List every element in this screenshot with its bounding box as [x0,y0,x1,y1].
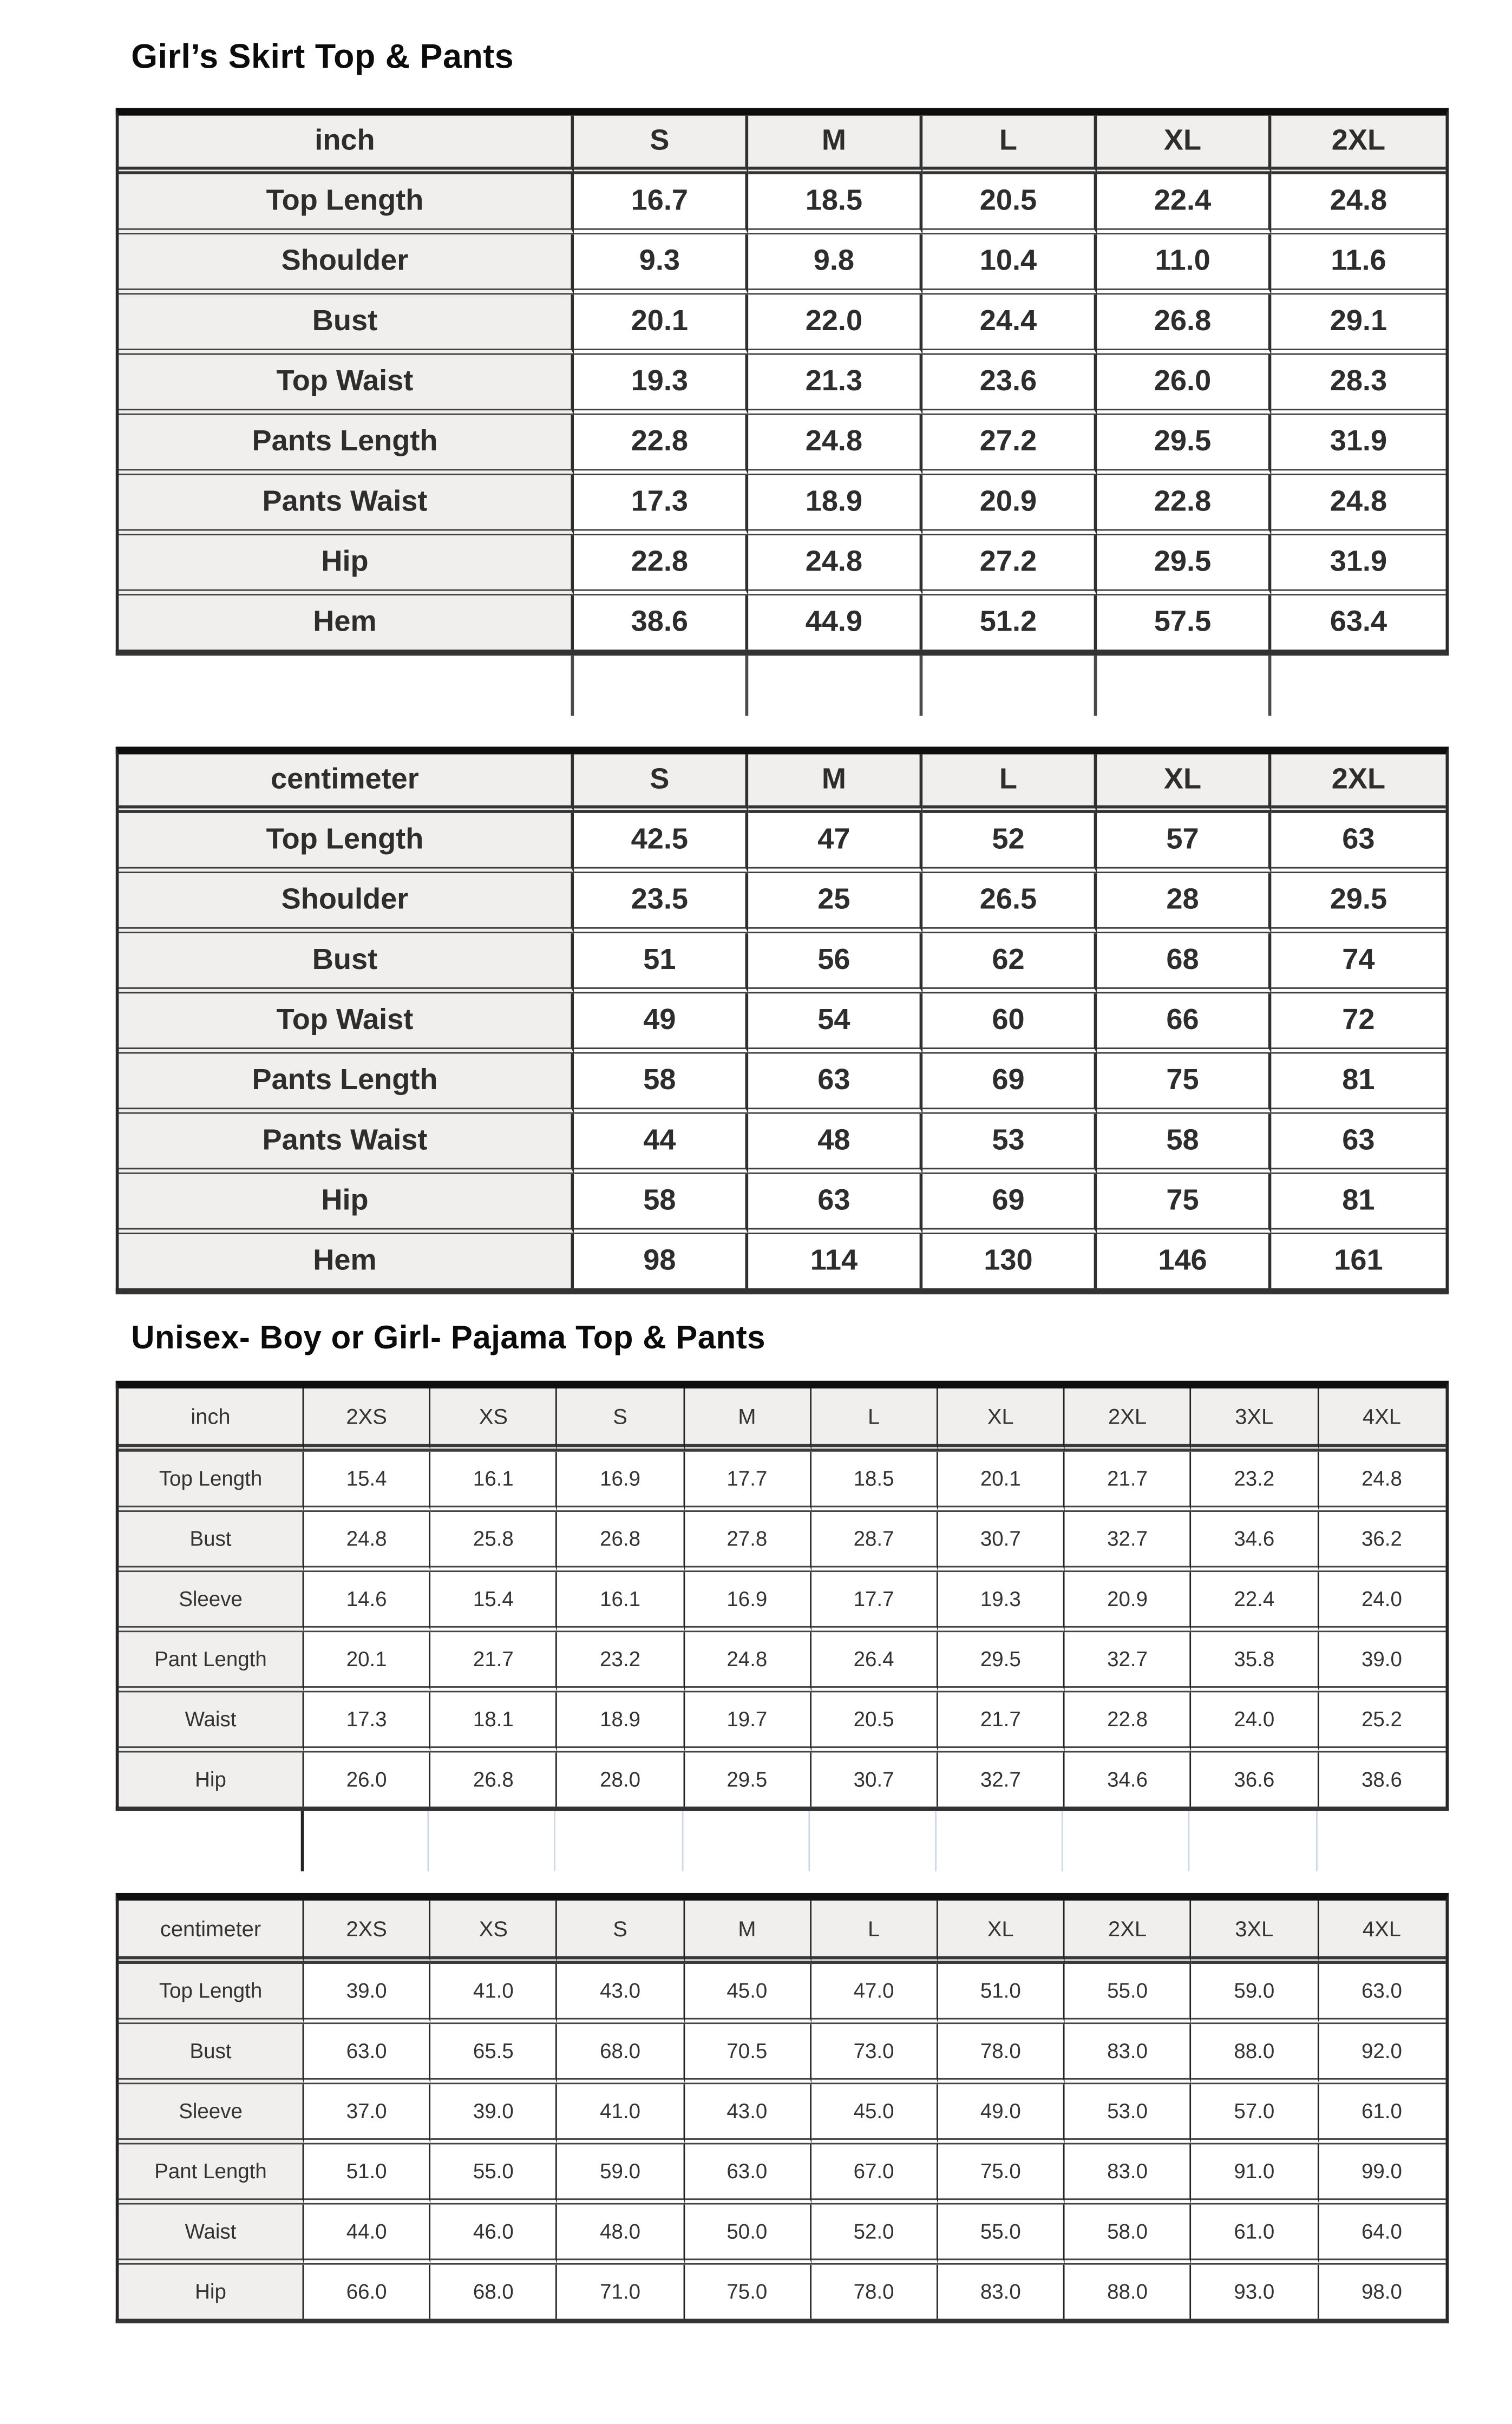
measurement-value: 59.0 [558,2144,684,2204]
measurement-row [119,993,1445,1053]
table-gap-row [116,656,1443,716]
measurement-value: 24.8 [1271,174,1445,234]
measurement-value: 93.0 [1192,2265,1318,2319]
measurement-value: 81 [1271,1174,1445,1234]
measurement-row [119,813,1445,873]
measurement-value: 68.0 [558,2024,684,2084]
unit-header-cell: inch [119,116,574,174]
measurement-value: 26.5 [922,873,1097,933]
measurement-value: 26.8 [1097,294,1271,355]
measurement-value: 44.9 [748,595,922,650]
measurement-value: 64.0 [1318,2205,1445,2265]
measurement-value: 83.0 [938,2265,1065,2319]
measurement-value: 58 [1097,1114,1271,1174]
measurement-value: 19.7 [684,1692,811,1752]
measurement-value: 29.5 [938,1632,1065,1692]
measurement-value: 18.1 [431,1692,558,1752]
measurement-value: 16.9 [558,1452,684,1512]
measurement-value: 75 [1097,1054,1271,1114]
measurement-value: 24.4 [922,294,1097,355]
measurement-value: 39.0 [431,2084,558,2144]
measurement-value: 24.0 [1192,1692,1318,1752]
measurement-value: 62 [922,933,1097,993]
measurement-value: 17.7 [811,1572,938,1632]
measurement-value: 19.3 [938,1572,1065,1632]
measurement-label: Pant Length [119,2144,304,2204]
measurement-row [119,2084,1445,2144]
measurement-value: 63.4 [1271,595,1445,650]
measurement-value: 57 [1097,813,1271,873]
unisex-pajama-centimeter-table [116,1893,1449,2323]
measurement-value: 58.0 [1065,2205,1192,2265]
measurement-value: 28 [1097,873,1271,933]
measurement-value: 63 [748,1054,922,1114]
size-header-cell: 2XS [304,1901,430,1964]
measurement-value: 98 [574,1234,748,1288]
measurement-value: 45.0 [684,1964,811,2024]
measurement-value: 75 [1097,1174,1271,1234]
measurement-value: 26.4 [811,1632,938,1692]
measurement-value: 39.0 [1318,1632,1445,1692]
measurement-value: 11.0 [1097,234,1271,294]
unit-header-cell: centimeter [119,1901,304,1964]
measurement-value: 16.7 [574,174,748,234]
size-header-cell: XS [431,1388,558,1452]
measurement-value: 24.0 [1318,1572,1445,1632]
measurement-value: 56 [748,933,922,993]
measurement-value: 51.0 [304,2144,430,2204]
measurement-value: 41.0 [558,2084,684,2144]
measurement-value: 18.5 [811,1452,938,1512]
measurement-value: 55.0 [1065,1964,1192,2024]
measurement-value: 22.8 [574,535,748,595]
section-title-girls-skirt: Girl’s Skirt Top & Pants [131,37,514,76]
size-header-cell: L [811,1901,938,1964]
unit-header-cell: inch [119,1388,304,1452]
measurement-value: 20.9 [922,475,1097,535]
measurement-label: Pants Waist [119,1114,574,1174]
measurement-value: 72 [1271,993,1445,1053]
size-header-cell: M [684,1388,811,1452]
measurement-value: 27.2 [922,535,1097,595]
measurement-value: 61.0 [1192,2205,1318,2265]
unisex-pajama-inch-table [116,1381,1449,1811]
measurement-value: 24.8 [748,415,922,475]
table-gap-row [116,1811,1443,1871]
measurement-value: 63 [1271,1114,1445,1174]
measurement-value: 25.2 [1318,1692,1445,1752]
measurement-label: Hip [119,535,574,595]
measurement-value: 18.5 [748,174,922,234]
measurement-row [119,1114,1445,1174]
measurement-label: Hip [119,1753,304,1807]
measurement-row [119,234,1445,294]
measurement-value: 11.6 [1271,234,1445,294]
measurement-value: 78.0 [811,2265,938,2319]
measurement-value: 16.1 [558,1572,684,1632]
measurement-row [119,2265,1445,2319]
size-header-cell: S [558,1388,684,1452]
measurement-value: 23.6 [922,355,1097,415]
measurement-row [119,1632,1445,1692]
measurement-row [119,595,1445,650]
measurement-value: 32.7 [1065,1512,1192,1572]
measurement-value: 29.5 [1097,535,1271,595]
measurement-label: Hip [119,2265,304,2319]
measurement-label: Top Waist [119,355,574,415]
measurement-label: Sleeve [119,2084,304,2144]
size-header-cell: 2XL [1271,755,1445,813]
measurement-value: 68.0 [431,2265,558,2319]
measurement-value: 29.5 [1097,415,1271,475]
measurement-value: 55.0 [938,2205,1065,2265]
measurement-row [119,2205,1445,2265]
measurement-label: Hem [119,595,574,650]
size-header-cell: 2XS [304,1388,430,1452]
measurement-value: 15.4 [431,1572,558,1632]
measurement-value: 32.7 [938,1753,1065,1807]
size-header-cell: 4XL [1318,1388,1445,1452]
measurement-value: 52.0 [811,2205,938,2265]
measurement-row [119,2024,1445,2084]
size-header-cell: M [748,116,922,174]
measurement-value: 38.6 [1318,1753,1445,1807]
measurement-value: 22.8 [1097,475,1271,535]
measurement-value: 35.8 [1192,1632,1318,1692]
measurement-value: 91.0 [1192,2144,1318,2204]
measurement-value: 51 [574,933,748,993]
measurement-value: 49 [574,993,748,1053]
measurement-value: 28.3 [1271,355,1445,415]
measurement-value: 26.0 [304,1753,430,1807]
measurement-value: 22.8 [1065,1692,1192,1752]
measurement-value: 47.0 [811,1964,938,2024]
measurement-value: 50.0 [684,2205,811,2265]
measurement-value: 75.0 [938,2144,1065,2204]
measurement-value: 63.0 [1318,1964,1445,2024]
measurement-value: 75.0 [684,2265,811,2319]
measurement-value: 23.2 [558,1632,684,1692]
size-header-cell: S [574,116,748,174]
measurement-label: Shoulder [119,873,574,933]
measurement-value: 27.8 [684,1512,811,1572]
measurement-value: 146 [1097,1234,1271,1288]
measurement-value: 20.1 [574,294,748,355]
measurement-row [119,1452,1445,1512]
measurement-value: 24.8 [684,1632,811,1692]
measurement-value: 9.8 [748,234,922,294]
measurement-value: 24.8 [748,535,922,595]
size-header-cell: XL [1097,755,1271,813]
measurement-value: 44.0 [304,2205,430,2265]
measurement-value: 52 [922,813,1097,873]
measurement-value: 53 [922,1114,1097,1174]
measurement-value: 83.0 [1065,2144,1192,2204]
measurement-value: 29.5 [684,1753,811,1807]
measurement-value: 28.7 [811,1512,938,1572]
measurement-value: 17.3 [304,1692,430,1752]
measurement-value: 24.8 [1318,1452,1445,1512]
measurement-value: 48.0 [558,2205,684,2265]
measurement-label: Top Length [119,1964,304,2024]
measurement-label: Sleeve [119,1572,304,1632]
measurement-value: 37.0 [304,2084,430,2144]
girls-skirt-inch-table [116,108,1449,656]
measurement-value: 63 [1271,813,1445,873]
measurement-value: 16.1 [431,1452,558,1512]
measurement-value: 30.7 [938,1512,1065,1572]
measurement-value: 22.8 [574,415,748,475]
measurement-value: 22.0 [748,294,922,355]
section-title-unisex-pajama: Unisex- Boy or Girl- Pajama Top & Pants [131,1320,766,1357]
measurement-label: Bust [119,933,574,993]
unit-header-cell: centimeter [119,755,574,813]
measurement-value: 29.1 [1271,294,1445,355]
size-header-cell: L [811,1388,938,1452]
measurement-value: 18.9 [558,1692,684,1752]
measurement-value: 15.4 [304,1452,430,1512]
measurement-label: Top Waist [119,993,574,1053]
measurement-value: 26.0 [1097,355,1271,415]
measurement-row [119,355,1445,415]
measurement-row [119,1572,1445,1632]
measurement-row [119,294,1445,355]
size-header-cell: M [748,755,922,813]
measurement-value: 22.4 [1097,174,1271,234]
size-header-cell: S [574,755,748,813]
measurement-value: 74 [1271,933,1445,993]
measurement-value: 27.2 [922,415,1097,475]
size-header-row [119,755,1445,813]
measurement-value: 32.7 [1065,1632,1192,1692]
measurement-value: 73.0 [811,2024,938,2084]
measurement-row [119,933,1445,993]
measurement-row [119,1692,1445,1752]
size-header-cell: XL [938,1901,1065,1964]
size-header-cell: XS [431,1901,558,1964]
measurement-value: 24.8 [1271,475,1445,535]
measurement-label: Pant Length [119,1632,304,1692]
measurement-value: 34.6 [1192,1512,1318,1572]
size-header-cell: 2XL [1271,116,1445,174]
size-header-cell: S [558,1901,684,1964]
measurement-value: 31.9 [1271,535,1445,595]
measurement-label: Pants Waist [119,475,574,535]
size-header-cell: L [922,755,1097,813]
measurement-value: 23.5 [574,873,748,933]
measurement-value: 69 [922,1174,1097,1234]
measurement-value: 88.0 [1192,2024,1318,2084]
measurement-value: 19.3 [574,355,748,415]
measurement-row [119,415,1445,475]
measurement-row [119,1234,1445,1288]
measurement-label: Pants Length [119,415,574,475]
measurement-value: 25 [748,873,922,933]
measurement-row [119,2144,1445,2204]
size-header-row [119,1388,1445,1452]
measurement-value: 58 [574,1174,748,1234]
measurement-value: 55.0 [431,2144,558,2204]
measurement-value: 23.2 [1192,1452,1318,1512]
measurement-value: 25.8 [431,1512,558,1572]
measurement-value: 39.0 [304,1964,430,2024]
measurement-value: 45.0 [811,2084,938,2144]
measurement-value: 28.0 [558,1753,684,1807]
measurement-value: 60 [922,993,1097,1053]
measurement-value: 43.0 [558,1964,684,2024]
size-header-cell: M [684,1901,811,1964]
measurement-value: 34.6 [1065,1753,1192,1807]
measurement-value: 161 [1271,1234,1445,1288]
measurement-value: 20.1 [938,1452,1065,1512]
measurement-label: Pants Length [119,1054,574,1114]
measurement-row [119,873,1445,933]
measurement-value: 36.2 [1318,1512,1445,1572]
measurement-label: Hip [119,1174,574,1234]
measurement-value: 38.6 [574,595,748,650]
measurement-value: 30.7 [811,1753,938,1807]
size-header-row [119,116,1445,174]
gap-row [116,656,1443,716]
measurement-value: 83.0 [1065,2024,1192,2084]
size-header-row [119,1901,1445,1964]
measurement-value: 57.0 [1192,2084,1318,2144]
measurement-value: 14.6 [304,1572,430,1632]
measurement-value: 18.9 [748,475,922,535]
measurement-row [119,1964,1445,2024]
measurement-value: 54 [748,993,922,1053]
measurement-row [119,1753,1445,1807]
measurement-value: 51.0 [938,1964,1065,2024]
measurement-value: 67.0 [811,2144,938,2204]
size-header-cell: XL [938,1388,1065,1452]
measurement-value: 130 [922,1234,1097,1288]
measurement-value: 46.0 [431,2205,558,2265]
measurement-value: 92.0 [1318,2024,1445,2084]
measurement-value: 66.0 [304,2265,430,2319]
measurement-value: 78.0 [938,2024,1065,2084]
measurement-row [119,174,1445,234]
measurement-value: 20.9 [1065,1572,1192,1632]
measurement-value: 22.4 [1192,1572,1318,1632]
measurement-value: 81 [1271,1054,1445,1114]
measurement-value: 63.0 [304,2024,430,2084]
measurement-value: 114 [748,1234,922,1288]
measurement-value: 41.0 [431,1964,558,2024]
measurement-value: 53.0 [1065,2084,1192,2144]
measurement-value: 63.0 [684,2144,811,2204]
measurement-value: 49.0 [938,2084,1065,2144]
measurement-value: 36.6 [1192,1753,1318,1807]
measurement-label: Waist [119,1692,304,1752]
measurement-value: 24.8 [304,1512,430,1572]
measurement-value: 58 [574,1054,748,1114]
measurement-value: 69 [922,1054,1097,1114]
measurement-label: Bust [119,294,574,355]
measurement-label: Waist [119,2205,304,2265]
measurement-value: 99.0 [1318,2144,1445,2204]
measurement-label: Hem [119,1234,574,1288]
measurement-value: 21.7 [431,1632,558,1692]
measurement-value: 66 [1097,993,1271,1053]
measurement-value: 20.5 [922,174,1097,234]
measurement-value: 59.0 [1192,1964,1318,2024]
measurement-value: 20.1 [304,1632,430,1692]
size-header-cell: L [922,116,1097,174]
size-header-cell: 2XL [1065,1388,1192,1452]
measurement-value: 70.5 [684,2024,811,2084]
measurement-label: Top Length [119,1452,304,1512]
size-header-cell: 3XL [1192,1388,1318,1452]
measurement-value: 68 [1097,933,1271,993]
measurement-value: 29.5 [1271,873,1445,933]
measurement-row [119,1512,1445,1572]
measurement-value: 57.5 [1097,595,1271,650]
measurement-value: 88.0 [1065,2265,1192,2319]
measurement-value: 42.5 [574,813,748,873]
measurement-value: 31.9 [1271,415,1445,475]
gap-row [116,1811,1443,1871]
measurement-value: 17.7 [684,1452,811,1512]
measurement-value: 16.9 [684,1572,811,1632]
measurement-value: 17.3 [574,475,748,535]
measurement-value: 48 [748,1114,922,1174]
measurement-value: 65.5 [431,2024,558,2084]
measurement-value: 61.0 [1318,2084,1445,2144]
size-header-cell: 3XL [1192,1901,1318,1964]
measurement-value: 9.3 [574,234,748,294]
measurement-label: Top Length [119,813,574,873]
size-header-cell: 2XL [1065,1901,1192,1964]
measurement-value: 21.7 [938,1692,1065,1752]
measurement-value: 26.8 [558,1512,684,1572]
measurement-value: 47 [748,813,922,873]
measurement-row [119,475,1445,535]
size-header-cell: XL [1097,116,1271,174]
measurement-row [119,1174,1445,1234]
measurement-value: 21.7 [1065,1452,1192,1512]
measurement-row [119,1054,1445,1114]
measurement-label: Shoulder [119,234,574,294]
measurement-value: 71.0 [558,2265,684,2319]
measurement-label: Top Length [119,174,574,234]
girls-skirt-centimeter-table [116,746,1449,1294]
measurement-value: 44 [574,1114,748,1174]
measurement-label: Bust [119,1512,304,1572]
measurement-value: 43.0 [684,2084,811,2144]
measurement-row [119,535,1445,595]
measurement-label: Bust [119,2024,304,2084]
measurement-value: 20.5 [811,1692,938,1752]
measurement-value: 98.0 [1318,2265,1445,2319]
measurement-value: 26.8 [431,1753,558,1807]
measurement-value: 21.3 [748,355,922,415]
measurement-value: 10.4 [922,234,1097,294]
measurement-value: 51.2 [922,595,1097,650]
measurement-value: 63 [748,1174,922,1234]
size-header-cell: 4XL [1318,1901,1445,1964]
